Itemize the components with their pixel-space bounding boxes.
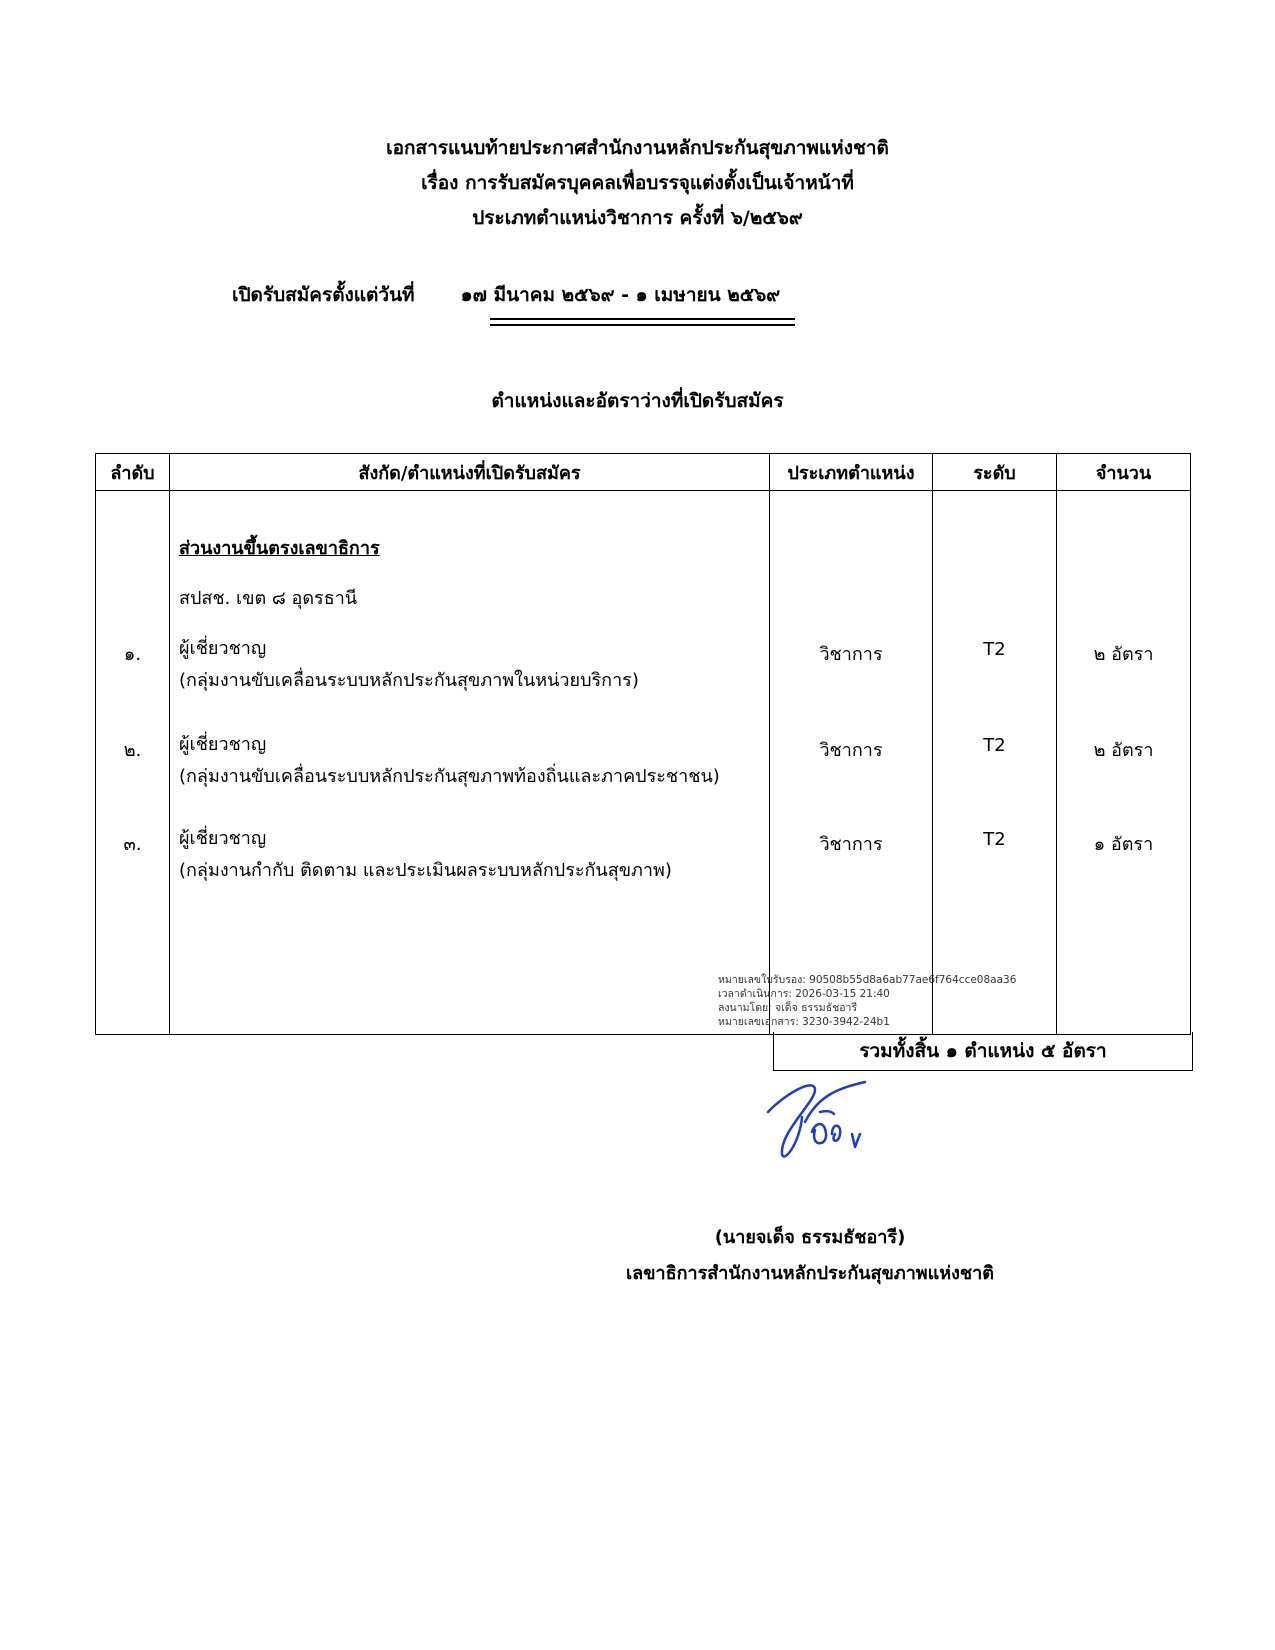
signed-by: ลงนามโดย: จเด็จ ธรรมธัชอารี: [718, 1002, 858, 1014]
position-group: (กลุ่มงานขับเคลื่อนระบบหลักประกันสุขภาพท้องถิ่นและภาคประชาชน): [179, 766, 720, 787]
table-body-row: [96, 491, 1191, 1035]
header-type: ประเภทตำแหน่ง: [770, 454, 933, 491]
list-item: [170, 823, 769, 887]
position-title: ผู้เชี่ยวชาญ: [179, 638, 267, 659]
position-type: วิชาการ: [819, 834, 883, 855]
signer-title: เลขาธิการสำนักงานหลักประกันสุขภาพแห่งชาติ: [626, 1263, 994, 1284]
certificate-number: หมายเลขใบรับรอง: 90508b55d8a6ab77ae6f764cce08aa36: [718, 974, 1017, 986]
row-no: ๑.: [123, 644, 142, 665]
e-signature-stamp: [718, 973, 1016, 1029]
no-column: [96, 491, 169, 1034]
position-group: (กลุ่มงานขับเคลื่อนระบบหลักประกันสุขภาพในหน่วยบริการ): [179, 670, 639, 691]
position-count: ๒ อัตรา: [1093, 740, 1154, 761]
position-type: วิชาการ: [819, 644, 883, 665]
position-level: T2: [983, 639, 1006, 660]
position-count: ๑ อัตรา: [1093, 834, 1154, 855]
list-item: [170, 633, 769, 697]
header-line-3: ประเภทตำแหน่งวิชาการ ครั้งที่ ๖/๒๕๖๙: [472, 207, 803, 229]
header-count: จำนวน: [1057, 454, 1191, 491]
type-column: [770, 491, 932, 1034]
header-position: สังกัด/ตำแหน่งที่เปิดรับสมัคร: [170, 454, 770, 491]
section-title: ตำแหน่งและอัตราว่างที่เปิดรับสมัคร: [491, 390, 784, 412]
position-group: (กลุ่มงานกำกับ ติดตาม และประเมินผลระบบหลักประกันสุขภาพ): [179, 860, 672, 881]
application-period: [232, 280, 780, 310]
table-header-row: [96, 454, 1191, 491]
header-no: ลำดับ: [96, 454, 170, 491]
count-column: [1057, 491, 1190, 1034]
position-title: ผู้เชี่ยวชาญ: [179, 828, 267, 849]
signer-name: (นายจเด็จ ธรรมธัชอารี): [714, 1227, 906, 1248]
row-no: ๓.: [123, 834, 142, 855]
position-column: [170, 491, 769, 1034]
positions-table: [95, 453, 1191, 1035]
position-level: T2: [983, 829, 1006, 850]
row-no: ๒.: [123, 740, 142, 761]
header-line-1: เอกสารแนบท้ายประกาศสำนักงานหลักประกันสุขภาพแห่งชาติ: [386, 137, 889, 159]
header-line-2: เรื่อง การรับสมัครบุคคลเพื่อบรรจุแต่งตั้งเป็นเจ้าหน้าที่: [421, 172, 854, 194]
header-level: ระดับ: [933, 454, 1057, 491]
application-period-label: เปิดรับสมัครตั้งแต่วันที่: [232, 284, 415, 306]
level-column: [933, 491, 1056, 1034]
position-count: ๒ อัตรา: [1093, 644, 1154, 665]
signed-timestamp: เวลาดำเนินการ: 2026-03-15 21:40: [718, 988, 890, 1000]
document-number: หมายเลขเอกสาร: 3230-3942-24b1: [718, 1016, 890, 1028]
application-period-value: ๑๗ มีนาคม ๒๕๖๙ - ๑ เมษายน ๒๕๖๙: [460, 284, 781, 306]
total-summary: รวมทั้งสิ้น ๑ ตำแหน่ง ๕ อัตรา: [773, 1032, 1193, 1071]
department-heading: ส่วนงานขึ้นตรงเลขาธิการ: [179, 538, 380, 559]
position-type: วิชาการ: [819, 740, 883, 761]
position-level: T2: [983, 735, 1006, 756]
office-name: สปสช. เขต ๘ อุดรธานี: [179, 588, 358, 609]
double-underline-divider: [490, 318, 795, 326]
handwritten-signature-icon: [760, 1072, 880, 1162]
position-title: ผู้เชี่ยวชาญ: [179, 734, 267, 755]
list-item: [170, 729, 769, 793]
